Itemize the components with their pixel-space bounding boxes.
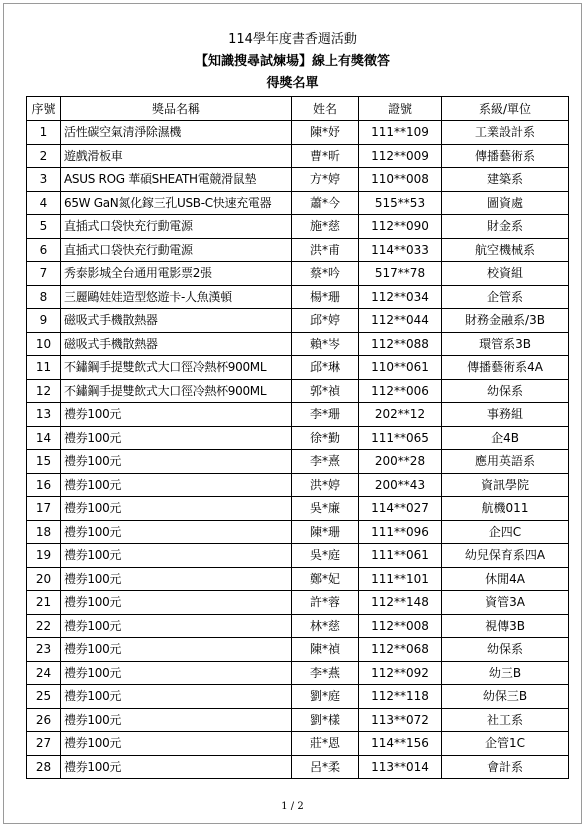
prize-name-cell: 不鏽鋼手提雙飲式大口徑冷熱杯900ML (61, 356, 292, 380)
winner-name-cell: 劉*樣 (292, 708, 359, 732)
winner-id-cell: 112**088 (359, 332, 442, 356)
table-row (27, 191, 569, 215)
winner-id-cell: 110**008 (359, 168, 442, 192)
row-number-cell: 3 (27, 168, 61, 192)
prize-name-cell: 禮券100元 (61, 567, 292, 591)
winner-id-cell: 111**101 (359, 567, 442, 591)
winner-name-cell: 莊*恩 (292, 732, 359, 756)
winner-name-cell: 林*慈 (292, 614, 359, 638)
table-row (27, 238, 569, 262)
winner-dept-cell: 視傳3B (442, 614, 569, 638)
row-number-cell: 23 (27, 638, 61, 662)
winner-dept-cell: 幼保三B (442, 685, 569, 709)
winner-name-cell: 劉*庭 (292, 685, 359, 709)
winner-dept-cell: 環管系3B (442, 332, 569, 356)
winner-id-cell: 113**072 (359, 708, 442, 732)
table-header-row (27, 97, 569, 121)
winner-id-cell: 112**008 (359, 614, 442, 638)
prize-name-cell: 秀泰影城全台通用電影票2張 (61, 262, 292, 286)
prize-name-cell: 禮券100元 (61, 614, 292, 638)
column-header-name: 姓名 (292, 97, 359, 121)
prize-name-cell: 遊戲滑板車 (61, 144, 292, 168)
row-number-cell: 12 (27, 379, 61, 403)
winner-name-cell: 邱*婷 (292, 309, 359, 333)
winner-id-cell: 111**096 (359, 520, 442, 544)
row-number-cell: 15 (27, 450, 61, 474)
winner-dept-cell: 幼保系 (442, 379, 569, 403)
winner-id-cell: 202**12 (359, 403, 442, 427)
winner-dept-cell: 資管3A (442, 591, 569, 615)
winner-name-cell: 李*珊 (292, 403, 359, 427)
event-title: 114學年度書香週活動 (228, 32, 357, 47)
winner-dept-cell: 事務組 (442, 403, 569, 427)
winner-id-cell: 114**027 (359, 497, 442, 521)
winner-dept-cell: 航機011 (442, 497, 569, 521)
winner-id-cell: 200**43 (359, 473, 442, 497)
winner-id-cell: 515**53 (359, 191, 442, 215)
table-row (27, 450, 569, 474)
row-number-cell: 18 (27, 520, 61, 544)
row-number-cell: 11 (27, 356, 61, 380)
row-number-cell: 1 (27, 121, 61, 145)
table-row (27, 168, 569, 192)
winner-dept-cell: 航空機械系 (442, 238, 569, 262)
row-number-cell: 27 (27, 732, 61, 756)
row-number-cell: 5 (27, 215, 61, 239)
winner-id-cell: 112**006 (359, 379, 442, 403)
row-number-cell: 24 (27, 661, 61, 685)
table-row (27, 262, 569, 286)
winner-name-cell: 鄭*妃 (292, 567, 359, 591)
winner-id-cell: 111**065 (359, 426, 442, 450)
table-row (27, 661, 569, 685)
winner-name-cell: 陳*珊 (292, 520, 359, 544)
prize-name-cell: 禮券100元 (61, 473, 292, 497)
document-page (3, 3, 582, 824)
prize-name-cell: 禮券100元 (61, 755, 292, 779)
winner-id-cell: 111**061 (359, 544, 442, 568)
prize-name-cell: 禮券100元 (61, 661, 292, 685)
row-number-cell: 8 (27, 285, 61, 309)
winner-id-cell: 111**109 (359, 121, 442, 145)
winner-dept-cell: 圖資處 (442, 191, 569, 215)
table-row (27, 215, 569, 239)
table-row (27, 332, 569, 356)
winner-dept-cell: 幼三B (442, 661, 569, 685)
prize-name-cell: 禮券100元 (61, 685, 292, 709)
table-row (27, 708, 569, 732)
row-number-cell: 25 (27, 685, 61, 709)
row-number-cell: 4 (27, 191, 61, 215)
table-row (27, 285, 569, 309)
row-number-cell: 2 (27, 144, 61, 168)
winner-dept-cell: 財務金融系/3B (442, 309, 569, 333)
prize-name-cell: 禮券100元 (61, 520, 292, 544)
winner-id-cell: 200**28 (359, 450, 442, 474)
winner-dept-cell: 幼保系 (442, 638, 569, 662)
prize-name-cell: 禮券100元 (61, 708, 292, 732)
row-number-cell: 28 (27, 755, 61, 779)
winner-id-cell: 114**156 (359, 732, 442, 756)
winner-dept-cell: 會計系 (442, 755, 569, 779)
winner-name-cell: 郭*禎 (292, 379, 359, 403)
table-row (27, 144, 569, 168)
table-row (27, 567, 569, 591)
row-number-cell: 17 (27, 497, 61, 521)
prize-name-cell: 禮券100元 (61, 591, 292, 615)
winner-name-cell: 方*婷 (292, 168, 359, 192)
prize-name-cell: 禮券100元 (61, 450, 292, 474)
winner-name-cell: 洪*甫 (292, 238, 359, 262)
table-row (27, 403, 569, 427)
row-number-cell: 21 (27, 591, 61, 615)
winner-name-cell: 陳*禎 (292, 638, 359, 662)
winner-dept-cell: 應用英語系 (442, 450, 569, 474)
column-header-id: 證號 (359, 97, 442, 121)
prize-name-cell: 禮券100元 (61, 403, 292, 427)
winner-id-cell: 110**061 (359, 356, 442, 380)
table-row (27, 426, 569, 450)
winner-id-cell: 112**034 (359, 285, 442, 309)
winner-dept-cell: 傳播藝術系4A (442, 356, 569, 380)
table-row (27, 379, 569, 403)
prize-name-cell: 65W GaN氮化鎵三孔USB-C快速充電器 (61, 191, 292, 215)
row-number-cell: 7 (27, 262, 61, 286)
table-row (27, 520, 569, 544)
winner-dept-cell: 企管1C (442, 732, 569, 756)
page-indicator: 1 / 2 (281, 801, 304, 812)
winner-id-cell: 113**014 (359, 755, 442, 779)
winners-table (26, 96, 569, 779)
table-row (27, 685, 569, 709)
winner-name-cell: 呂*柔 (292, 755, 359, 779)
winner-dept-cell: 建築系 (442, 168, 569, 192)
row-number-cell: 13 (27, 403, 61, 427)
prize-name-cell: 活性碳空氣清淨除濕機 (61, 121, 292, 145)
prize-name-cell: 直插式口袋快充行動電源 (61, 238, 292, 262)
winner-dept-cell: 校資組 (442, 262, 569, 286)
winner-dept-cell: 財金系 (442, 215, 569, 239)
winner-name-cell: 吳*庭 (292, 544, 359, 568)
column-header-no: 序號 (27, 97, 61, 121)
winner-dept-cell: 休閒4A (442, 567, 569, 591)
winner-id-cell: 112**009 (359, 144, 442, 168)
prize-name-cell: 禮券100元 (61, 732, 292, 756)
row-number-cell: 16 (27, 473, 61, 497)
table-row (27, 638, 569, 662)
winner-name-cell: 李*燕 (292, 661, 359, 685)
table-row (27, 356, 569, 380)
winner-name-cell: 陳*妤 (292, 121, 359, 145)
winner-name-cell: 施*慈 (292, 215, 359, 239)
table-row (27, 473, 569, 497)
prize-name-cell: 直插式口袋快充行動電源 (61, 215, 292, 239)
table-row (27, 755, 569, 779)
row-number-cell: 26 (27, 708, 61, 732)
prize-name-cell: 禮券100元 (61, 497, 292, 521)
row-number-cell: 22 (27, 614, 61, 638)
row-number-cell: 9 (27, 309, 61, 333)
winner-name-cell: 楊*珊 (292, 285, 359, 309)
winner-dept-cell: 資訊學院 (442, 473, 569, 497)
winner-name-cell: 吳*廉 (292, 497, 359, 521)
winner-id-cell: 112**092 (359, 661, 442, 685)
prize-name-cell: 禮券100元 (61, 638, 292, 662)
row-number-cell: 6 (27, 238, 61, 262)
winner-name-cell: 邱*琳 (292, 356, 359, 380)
winners-list-title: 得獎名單 (266, 76, 319, 91)
column-header-dept: 系級/單位 (442, 97, 569, 121)
winner-name-cell: 曹*昕 (292, 144, 359, 168)
prize-name-cell: 磁吸式手機散熱器 (61, 309, 292, 333)
activity-title: 【知識搜尋試煉場】線上有獎徵答 (194, 54, 390, 69)
winner-id-cell: 112**090 (359, 215, 442, 239)
table-row (27, 497, 569, 521)
prize-name-cell: 三麗鷗娃娃造型悠遊卡-人魚漢頓 (61, 285, 292, 309)
row-number-cell: 19 (27, 544, 61, 568)
prize-name-cell: 禮券100元 (61, 544, 292, 568)
winner-dept-cell: 工業設計系 (442, 121, 569, 145)
winner-name-cell: 賴*岑 (292, 332, 359, 356)
winner-dept-cell: 幼兒保育系四A (442, 544, 569, 568)
table-row (27, 309, 569, 333)
winner-id-cell: 112**118 (359, 685, 442, 709)
table-row (27, 591, 569, 615)
row-number-cell: 14 (27, 426, 61, 450)
winner-dept-cell: 企4B (442, 426, 569, 450)
prize-name-cell: 禮券100元 (61, 426, 292, 450)
table-row (27, 614, 569, 638)
prize-name-cell: 不鏽鋼手提雙飲式大口徑冷熱杯900ML (61, 379, 292, 403)
row-number-cell: 20 (27, 567, 61, 591)
row-number-cell: 10 (27, 332, 61, 356)
winner-dept-cell: 企管系 (442, 285, 569, 309)
winner-dept-cell: 傳播藝術系 (442, 144, 569, 168)
winner-name-cell: 蕭*今 (292, 191, 359, 215)
winner-id-cell: 114**033 (359, 238, 442, 262)
prize-name-cell: ASUS ROG 華碩SHEATH電競滑鼠墊 (61, 168, 292, 192)
winner-id-cell: 112**148 (359, 591, 442, 615)
winner-name-cell: 許*蓉 (292, 591, 359, 615)
winner-name-cell: 李*熹 (292, 450, 359, 474)
winner-id-cell: 112**044 (359, 309, 442, 333)
table-row (27, 121, 569, 145)
winner-id-cell: 112**068 (359, 638, 442, 662)
winner-dept-cell: 社工系 (442, 708, 569, 732)
prize-name-cell: 磁吸式手機散熱器 (61, 332, 292, 356)
winner-name-cell: 徐*勤 (292, 426, 359, 450)
winner-name-cell: 洪*婷 (292, 473, 359, 497)
column-header-prize: 獎品名稱 (61, 97, 292, 121)
table-row (27, 544, 569, 568)
table-row (27, 732, 569, 756)
winner-id-cell: 517**78 (359, 262, 442, 286)
winner-name-cell: 蔡*吟 (292, 262, 359, 286)
winner-dept-cell: 企四C (442, 520, 569, 544)
